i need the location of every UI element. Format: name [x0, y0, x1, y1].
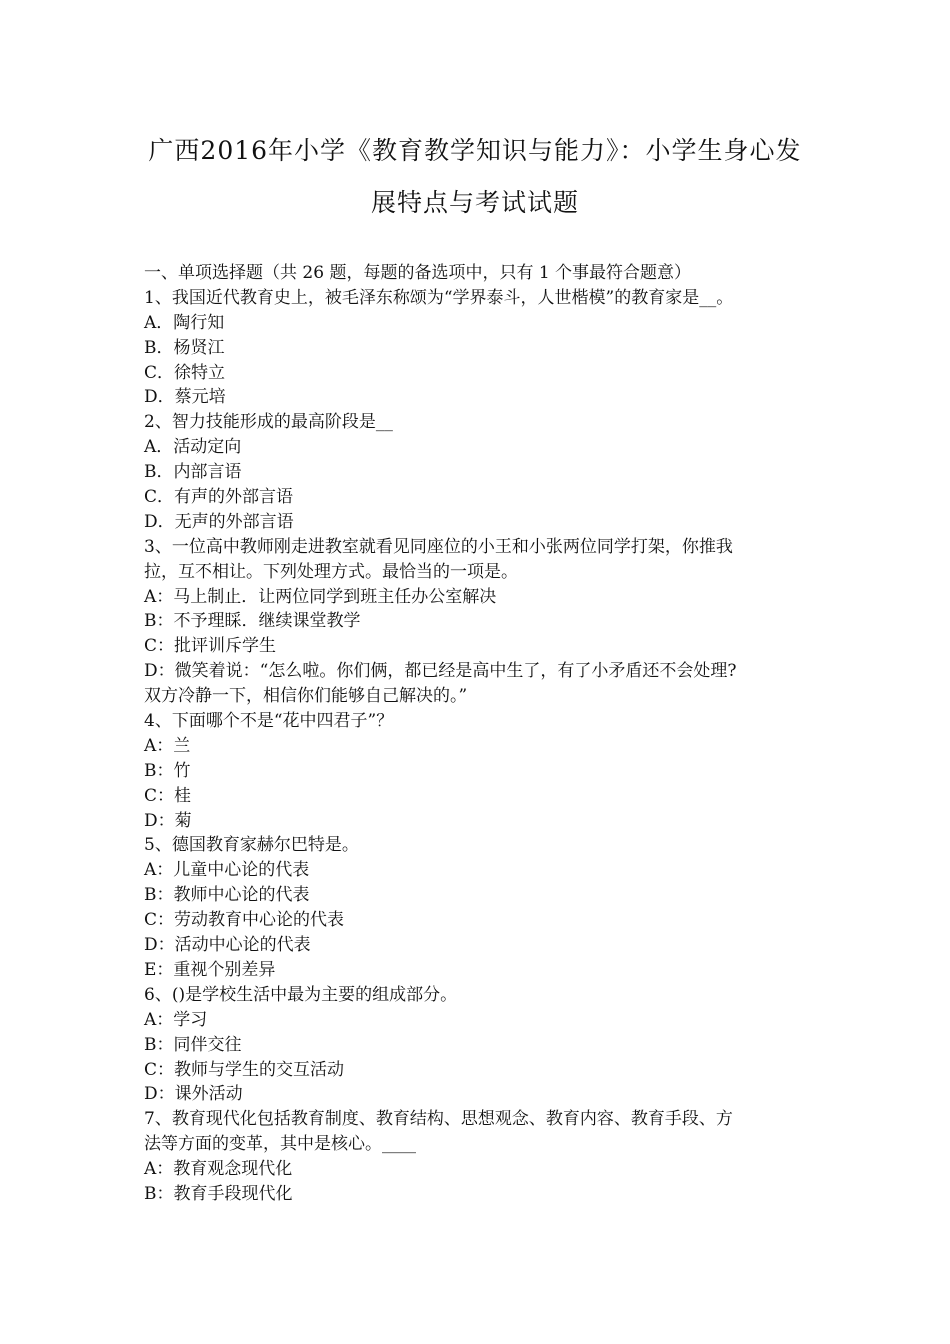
- document-title-line-2: 展特点与考试试题: [370, 188, 579, 217]
- text-line: D：微笑着说：“怎么啦。你们俩，都已经是高中生了，有了小矛盾还不会处理?: [144, 661, 737, 682]
- text-line: 4、下面哪个不是“花中四君子”？: [144, 711, 394, 732]
- text-line: C．徐特立: [144, 362, 226, 383]
- text-line: C：桂: [144, 785, 192, 806]
- text-line: D：菊: [144, 810, 192, 831]
- text-line: A．活动定向: [144, 437, 242, 458]
- text-line: B：教师中心论的代表: [144, 885, 310, 906]
- text-line: B．内部言语: [144, 462, 242, 483]
- document-body: [144, 261, 824, 1207]
- text-line: A：马上制止．让两位同学到班主任办公室解决: [144, 586, 497, 607]
- text-line: B：不予理睬．继续课堂教学: [144, 611, 361, 632]
- text-line: D．蔡元培: [144, 387, 226, 408]
- text-line: B：同伴交往: [144, 1034, 242, 1055]
- text-line: 3、一位高中教师刚走进教室就看见同座位的小王和小张两位同学打架，你推我: [144, 536, 733, 557]
- text-line: C：劳动教育中心论的代表: [144, 910, 345, 931]
- text-line: B：竹: [144, 760, 191, 781]
- text-line: 5、德国教育家赫尔巴特是。: [144, 835, 359, 856]
- text-line: 拉，互不相让。下列处理方式。最恰当的一项是。: [144, 561, 518, 582]
- text-line: A：学习: [144, 1009, 208, 1030]
- document-title-line-1: 广西2016年小学《教育教学知识与能力》：小学生身心发: [148, 136, 802, 165]
- text-line: C：批评训斥学生: [144, 636, 277, 657]
- text-line: C．有声的外部言语: [144, 487, 294, 508]
- section-heading: 一、单项选择题（共 26 题，每题的备选项中，只有 1 个事最符合题意）: [144, 263, 692, 283]
- text-line: D：课外活动: [144, 1084, 243, 1105]
- text-line: D．无声的外部言语: [144, 511, 294, 532]
- text-line: C：教师与学生的交互活动: [144, 1059, 345, 1080]
- text-line: A．陶行知: [144, 312, 225, 333]
- text-line: A：兰: [144, 735, 191, 756]
- text-line: 7、教育现代化包括教育制度、教育结构、思想观念、教育内容、教育手段、方: [144, 1109, 733, 1130]
- text-line: A：教育观念现代化: [144, 1159, 293, 1180]
- text-line: E：重视个别差异: [144, 959, 276, 980]
- text-line: 1、我国近代教育史上，被毛泽东称颂为“学界泰斗，人世楷模”的教育家是__。: [144, 287, 734, 308]
- text-line: 6、()是学校生活中最为主要的组成部分。: [144, 984, 458, 1005]
- text-line: 双方冷静一下，相信你们能够自己解决的。”: [144, 686, 468, 707]
- text-line: 法等方面的变革，其中是核心。____: [144, 1134, 416, 1155]
- text-line: B．杨贤江: [144, 337, 225, 358]
- text-line: B：教育手段现代化: [144, 1183, 293, 1204]
- text-line: A：儿童中心论的代表: [144, 860, 310, 881]
- text-line: 2、智力技能形成的最高阶段是__: [144, 412, 393, 433]
- text-line: D：活动中心论的代表: [144, 935, 311, 956]
